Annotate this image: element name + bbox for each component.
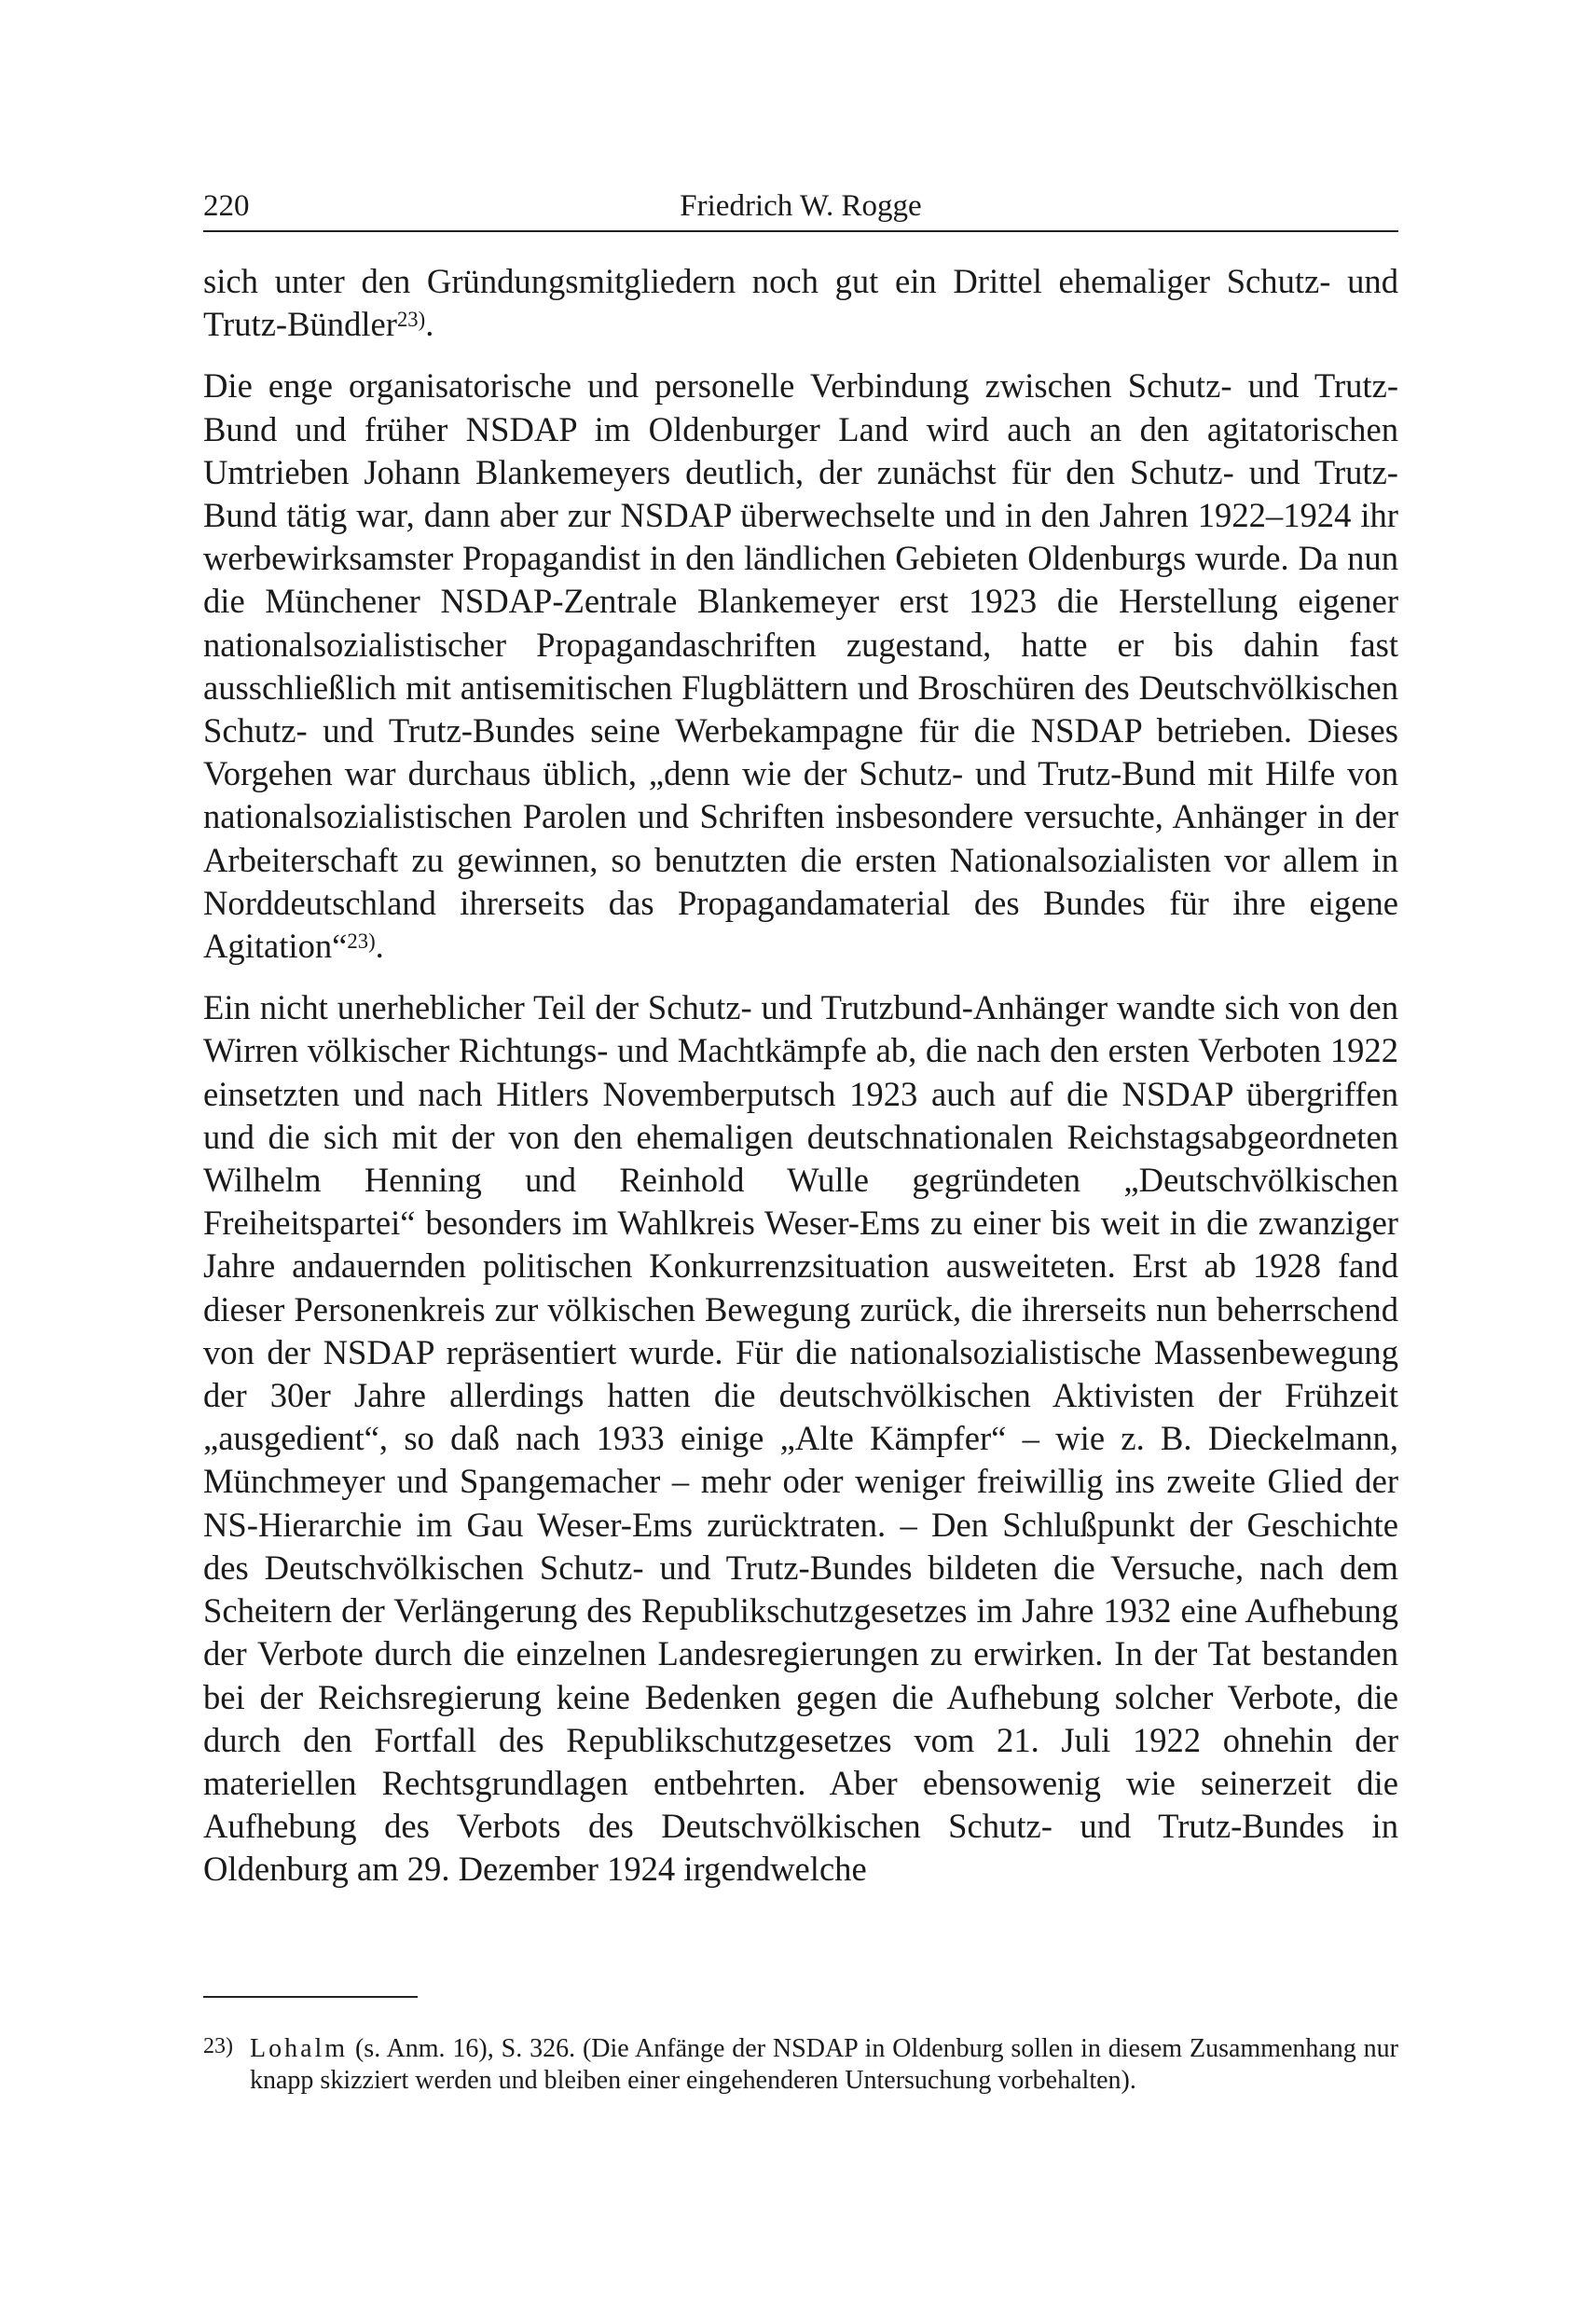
running-header xyxy=(203,182,1398,230)
paragraph-2 xyxy=(203,365,1398,968)
footnote-reference: 23) xyxy=(347,929,376,953)
footnote-reference: 23) xyxy=(396,308,426,331)
paragraph-1 xyxy=(203,260,1398,346)
footnote-mark: 23) xyxy=(203,2033,233,2058)
header-rule xyxy=(203,230,1398,232)
paragraph-3 xyxy=(203,986,1398,1891)
running-title: Friedrich W. Rogge xyxy=(680,189,922,223)
body-text xyxy=(203,260,1398,1892)
footnote-rule xyxy=(203,1996,418,1998)
paragraph-3-text: Ein nicht unerheblicher Teil der Schutz- und Trutzbund-Anhänger wandte sich von den Wirren völkischer Richtungs- und Machtkämpfe ab, die nach den ersten Verboten 1922 einsetzten und nach Hitlers Novemberputsch 1923 auch auf die NSDAP übergriffen und die sich mit der von den ehemaligen deutschnationalen Reichstagsabgeordneten Wilhelm Henning und Reinhold Wulle gegründeten „Deutschvölkischen Freiheitspartei“ besonders im Wahlkreis Weser-Ems zu einer bis weit in die zwanziger Jahre andauernden politischen Konkurrenzsituation ausweiteten. Erst ab 1928 fand dieser Personenkreis zur völkischen Bewegung zurück, die ihrerseits nun beherrschend von der NSDAP repräsentiert wurde. Für die nationalsozialistische Massenbewegung der 30er Jahre allerdings hatten die deutschvölkischen Aktivisten der Frühzeit „ausgedient“, so daß nach 1933 einige „Alte Kämpfer“ – wie z. B. Dieckelmann, Münchmeyer und Spangemacher – mehr oder weniger freiwillig ins zweite Glied der NS-Hierarchie im Gau Weser-Ems zurücktraten. – Den Schlußpunkt der Geschichte des Deutschvölkischen Schutz- und Trutz-Bundes bildeten die Versuche, nach dem Scheitern der Verlängerung des Republikschutzgesetzes im Jahre 1932 eine Aufhebung der Verbote durch die einzelnen Landesregierungen zu erwirken. In der Tat bestanden bei der Reichsregierung keine Bedenken gegen die Aufhebung solcher Verbote, die durch den Fortfall des Republikschutzgesetzes vom 21. Juli 1922 ohnehin der materiellen Rechtsgrundlagen entbehrten. Aber ebensowenig wie seinerzeit die Aufhebung des Verbots des Deutschvölkischen Schutz- und Trutz-Bundes in Oldenburg am 29. Dezember 1924 irgendwelche xyxy=(203,988,1398,1889)
footnote-text: (s. Anm. 16), S. 326. (Die Anfänge der NSDAP in Oldenburg sollen in diesem Zusammenhang nur knapp skizziert werden und bleiben einer eingehenderen Untersuchung vorbehalten). xyxy=(250,2033,1399,2095)
paragraph-2-text: Die enge organisatorische und personelle Verbindung zwischen Schutz- und Trutz-Bund und früher NSDAP im Oldenburger Land wird auch an den agitatorischen Umtrieben Johann Blankemeyers deutlich, der zunächst für den Schutz- und Trutz-Bund tätig war, dann aber zur NSDAP überwechselte und in den Jahren 1922–1924 ihr werbewirksamster Propagandist in den ländlichen Gebieten Oldenburgs wurde. Da nun die Münchener NSDAP-Zentrale Blankemeyer erst 1923 die Herstellung eigener nationalsozialistischer Propagandaschriften zugestand, hatte er bis dahin fast ausschließlich mit antisemitischen Flugblättern und Broschüren des Deutschvölkischen Schutz- und Trutz-Bundes seine Werbekampagne für die NSDAP betrieben. Dieses Vorgehen war durchaus üblich, „denn wie der Schutz- und Trutz-Bund mit Hilfe von nationalsozialistischen Parolen und Schriften insbesondere versuchte, Anhänger in der Arbeiterschaft zu gewinnen, so benutzten die ersten Nationalsozialisten vor allem in Norddeutschland ihrerseits das Propagandamaterial des Bundes für ihre eigene Agitation“ xyxy=(203,366,1398,966)
footnote-23 xyxy=(203,2033,1398,2097)
paragraph-2-end: . xyxy=(375,927,384,966)
footnote-author: Lohalm xyxy=(250,2033,349,2063)
paragraph-1-text: sich unter den Gründungsmitgliedern noch gut ein Drittel ehemaliger Schutz- und Trutz-Bündler xyxy=(203,262,1398,344)
document-page xyxy=(203,182,1398,2097)
page-number: 220 xyxy=(203,189,250,223)
paragraph-1-end: . xyxy=(425,305,434,344)
